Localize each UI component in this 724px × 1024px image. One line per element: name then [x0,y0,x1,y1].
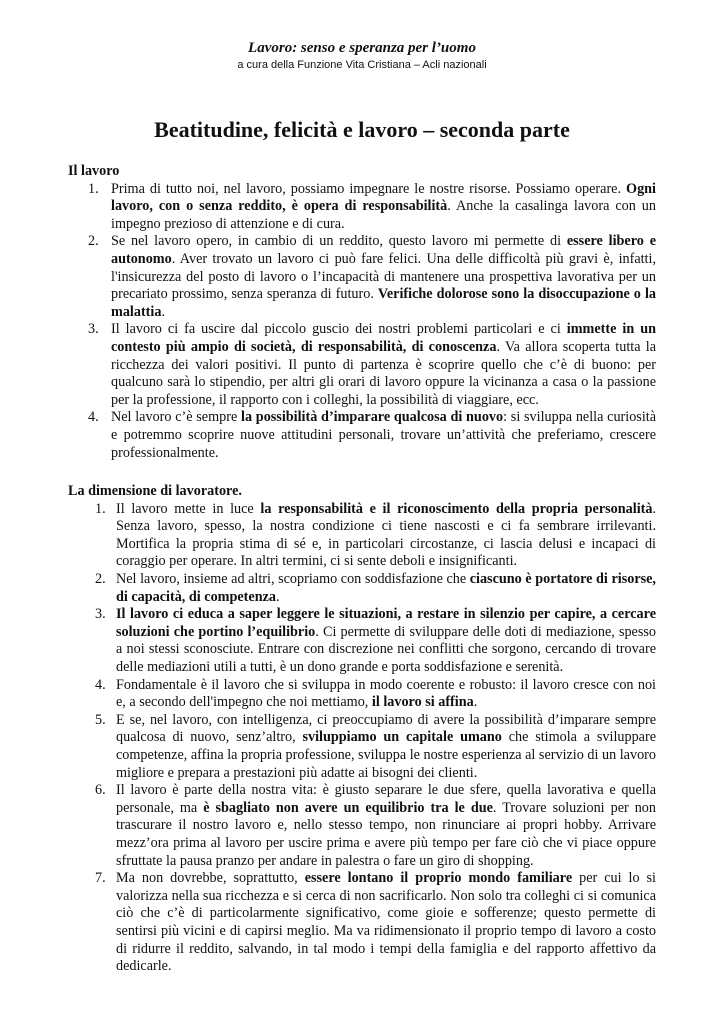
section-heading-dimensione: La dimensione di lavoratore. [68,483,242,500]
list-item [68,321,656,409]
bold-text: la responsabilità e il riconoscimento della propria personalità [260,500,653,517]
text-run: . Anche la casalinga lavora con un impegno prezioso di attenzione e di cura. [111,198,656,232]
list-item [68,712,656,782]
list-item-number: 3. [88,321,99,338]
text-run: : si sviluppa nella curiosità e potremmo scoprire nuove attitudini personali, trovare un’attività che preferiamo, crescere professionalmente. [111,409,657,461]
bold-text: Ogni lavoro, con o senza reddito, è opera di responsabilità [111,180,656,215]
list-item [68,571,656,606]
list-item [68,606,656,676]
list-item-number: 7. [95,870,106,887]
list-item-number: 2. [88,233,99,250]
list-item-number: 2. [95,571,106,588]
list-item [68,501,656,571]
list-item [68,409,656,462]
list-item-number: 1. [88,180,99,197]
bold-text: essere libero e autonomo [111,233,656,267]
text-run: per cui lo si valorizza nella sua ricchezza e si cerca di non sacrificarlo. Non solo tra colleghi ci si comunica ciò che c’è di particolarmente significativo, come gioie e sofferenze; questo permette di sentirsi più vicini e di capirsi meglio. Ma va ridimensionato il proprio tempo di lavoro a costo di ridurre il reddito, salvando, in tal modo i tempi della famiglia e del rapporto affettivo da dedicarle. [116,870,656,975]
list-item-number: 6. [95,782,106,799]
text-run: Il lavoro ci fa uscire dal piccolo guscio dei nostri problemi particolari e ci [111,321,567,338]
section-list-dimensione [68,501,656,976]
bold-text: essere lontano il proprio mondo familiare [304,870,573,887]
document-body [68,163,656,976]
text-run: Ma non dovrebbe, soprattutto, [116,870,305,887]
bold-text: sviluppiamo un capitale umano [302,729,502,746]
text-run: . Ci permette di sviluppare delle doti di mediazione, spesso a noi stessi sconosciute. Entrare con discrezione nei conflitti che sorgono, cercando di trovare delle mediazioni utili a tutti, è un dono grande e porta soddisfazione e serenità. [116,623,656,676]
bold-text: il lavoro si affina [371,694,474,711]
text-run: che stimola a sviluppare competenze, affina la propria professione, sviluppa le nostre esperienza al servizio di un lavoro migliore e prepara a prestazioni più adatte ai bisogni dei clienti. [116,729,657,781]
list-item-number: 1. [95,500,106,517]
list-item-number: 4. [95,676,106,693]
text-run: Prima di tutto noi, nel lavoro, possiamo impegnare le nostre risorse. Possiamo operare. [111,180,627,197]
list-item [68,782,656,870]
text-run: Fondamentale è il lavoro che si sviluppa in modo coerente e robusto: il lavoro cresce con noi e, a secondo dell'impegno che noi mettiamo, [116,676,656,711]
text-run: E se, nel lavoro, con intelligenza, ci preoccupiamo di avere la possibilità d’imparare sempre qualcosa di nuovo, senz’altro, [116,711,656,746]
text-run: . [275,588,280,605]
bold-text: la possibilità d’imparare qualcosa di nuovo [241,409,504,426]
list-item-number: 3. [95,606,106,623]
list-item [68,870,656,976]
header-subtitle: a cura della Funzione Vita Cristiana – Acli nazionali [237,59,487,71]
text-run: Nel lavoro c’è sempre [111,409,242,426]
text-run: Il lavoro è parte della nostra vita: è giusto separare le due sfere, quella lavorativa e quella personale, ma [116,782,656,816]
header-title: Lavoro: senso e speranza per l’uomo [248,40,476,56]
text-run: . Aver trovato un lavoro ci può fare felici. Una delle difficoltà più gravi è, infatti, l'insicurezza del posto di lavoro o l’incapacità di mantenere una prospettiva lavorativa per un precariato prossimo, senza speranza di futuro. [111,250,656,303]
text-run: . Senza lavoro, spesso, la nostra condizione ci tiene nascosti e ci fa sembrare irrilevanti. Mortifica la propria stima di sé e, in particolari circostanze, ci lascia delusi e incapaci di coraggio per operare. In altri termini, ci si sente deboli e insignificanti. [116,500,657,570]
list-item-number: 5. [95,711,106,728]
list-item [68,233,656,321]
text-run: . [161,303,165,320]
bold-text: ciascuno è portatore di risorse, di capacità, di competenza [116,571,656,605]
list-item [68,181,656,234]
bold-text: Il lavoro ci educa a saper leggere le situazioni, a restare in silenzio per capire, a cercare soluzioni che portino l’equilibrio [116,606,656,640]
text-run: . Va allora scoperta tutta la ricchezza dei valori positivi. Il punto di partenza è scoprire quello che c’è di buono: per qualcuno sarà lo stipendio, per altri gli orari di lavoro oppure la vicinanza a casa o la passione per la professione, il rapporto con i colleghi, la possibilità di viaggiare, ecc. [111,338,656,408]
bold-text: immette in un contesto più ampio di società, di responsabilità, di conoscenza [111,321,656,355]
text-run: . [473,694,478,711]
text-run: Nel lavoro, insieme ad altri, scopriamo con soddisfazione che [116,571,470,588]
bold-text: Verifiche dolorose sono la disoccupazione o la malattia [111,286,656,320]
section-heading-lavoro: Il lavoro [68,163,120,179]
text-run: Se nel lavoro opero, in cambio di un reddito, questo lavoro mi permette di [111,233,567,250]
list-item-number: 4. [88,409,99,426]
section-list-lavoro [68,181,656,463]
list-item [68,677,656,712]
bold-text: è sbagliato non avere un equilibrio tra le due [203,799,493,816]
text-run: . Trovare soluzioni per non trascurare il nostro lavoro e, nello stesso tempo, non rinunciare ai propri hobby. Arrivare mezz’ora prima al lavoro per uscire prima e avere più tempo per fare ciò che vi piace oppure sfruttate la pausa pranzo per andare in palestra o fare un giro di shopping. [116,799,656,869]
text-run: Il lavoro mette in luce [116,500,261,517]
document-title: Beatitudine, felicità e lavoro – seconda parte [154,117,570,142]
